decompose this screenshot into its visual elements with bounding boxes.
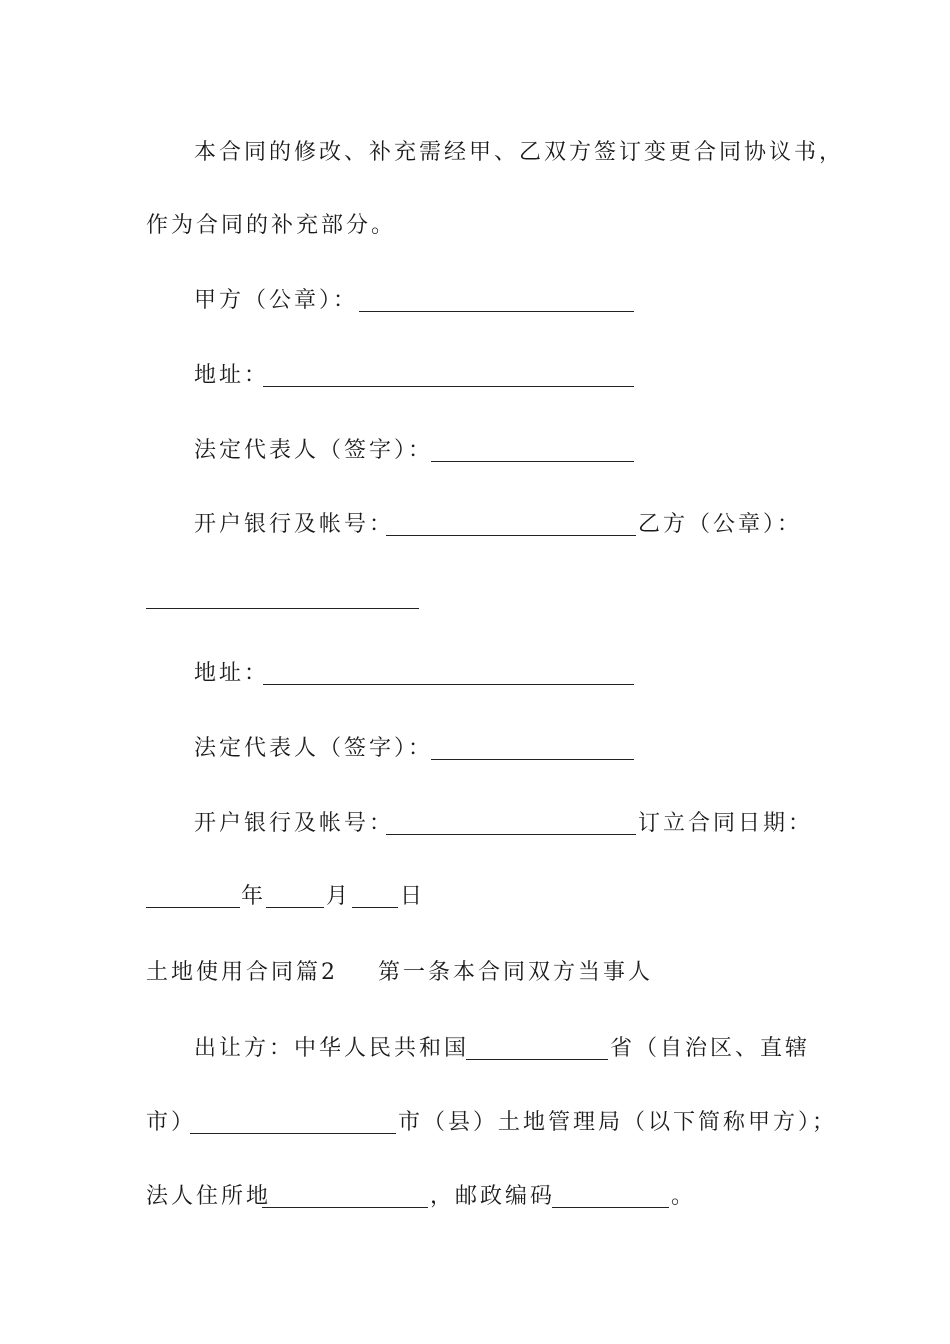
address-a-line bbox=[0, 360, 950, 392]
address-b-line bbox=[0, 658, 950, 690]
city-blank[interactable] bbox=[190, 1133, 396, 1134]
domicile-blank[interactable] bbox=[262, 1207, 428, 1208]
bank-b-blank[interactable] bbox=[386, 834, 636, 835]
address-b-label: 地址： bbox=[194, 661, 270, 686]
legal-rep-b-label: 法定代表人（签字）： bbox=[194, 736, 434, 761]
address-a-label: 地址： bbox=[194, 363, 270, 388]
province-label: 省（自治区、直辖 bbox=[610, 1036, 811, 1061]
day-label: 日 bbox=[400, 884, 426, 909]
section-heading-line bbox=[0, 957, 950, 989]
legal-rep-b-blank[interactable] bbox=[431, 759, 634, 760]
city-prefix: 市） bbox=[146, 1110, 197, 1135]
section-title: 土地使用合同篇2 bbox=[146, 960, 338, 985]
legal-rep-b-line bbox=[0, 733, 950, 765]
bank-b-label: 开户银行及帐号： bbox=[194, 811, 395, 836]
month-label: 月 bbox=[326, 884, 352, 909]
legal-rep-a-label: 法定代表人（签字）： bbox=[194, 438, 434, 463]
paragraph-line-2 bbox=[0, 210, 950, 242]
bank-b-line bbox=[0, 808, 950, 840]
domicile-line bbox=[0, 1181, 950, 1213]
party-a-seal-blank[interactable] bbox=[359, 311, 634, 312]
postcode-blank[interactable] bbox=[552, 1207, 669, 1208]
date-line bbox=[0, 881, 950, 913]
party-b-seal-label: 乙方（公章）： bbox=[638, 512, 803, 537]
month-blank[interactable] bbox=[266, 907, 324, 908]
domicile-label: 法人住所地 bbox=[146, 1184, 272, 1209]
party-b-seal-blank[interactable] bbox=[146, 608, 419, 609]
year-label: 年 bbox=[241, 884, 267, 909]
city-line bbox=[0, 1107, 950, 1139]
postcode-label: ，邮政编码 bbox=[430, 1184, 556, 1209]
bank-a-blank[interactable] bbox=[386, 535, 636, 536]
legal-rep-a-line bbox=[0, 435, 950, 467]
bank-a-line bbox=[0, 509, 950, 541]
city-suffix: 市（县）土地管理局（以下简称甲方）； bbox=[398, 1110, 838, 1135]
bank-a-label: 开户银行及帐号： bbox=[194, 512, 395, 537]
party-a-seal-label: 甲方（公章）： bbox=[194, 288, 359, 313]
party-a-seal-line bbox=[0, 285, 950, 317]
grantor-label: 出让方：中华人民共和国 bbox=[194, 1036, 470, 1061]
sign-date-label: 订立合同日期： bbox=[638, 811, 814, 836]
paragraph-line-1 bbox=[0, 137, 950, 169]
address-b-blank[interactable] bbox=[263, 684, 634, 685]
address-a-blank[interactable] bbox=[263, 386, 634, 387]
day-blank[interactable] bbox=[352, 907, 398, 908]
legal-rep-a-blank[interactable] bbox=[431, 461, 634, 462]
end-period: 。 bbox=[671, 1184, 697, 1209]
amendment-text-2: 作为合同的补充部分。 bbox=[146, 213, 397, 238]
article-1-title: 第一条本合同双方当事人 bbox=[378, 960, 654, 985]
province-blank[interactable] bbox=[466, 1059, 608, 1060]
grantor-line bbox=[0, 1033, 950, 1065]
amendment-text-1: 本合同的修改、补充需经甲、乙双方签订变更合同协议书， bbox=[194, 140, 845, 165]
year-blank[interactable] bbox=[146, 907, 240, 908]
